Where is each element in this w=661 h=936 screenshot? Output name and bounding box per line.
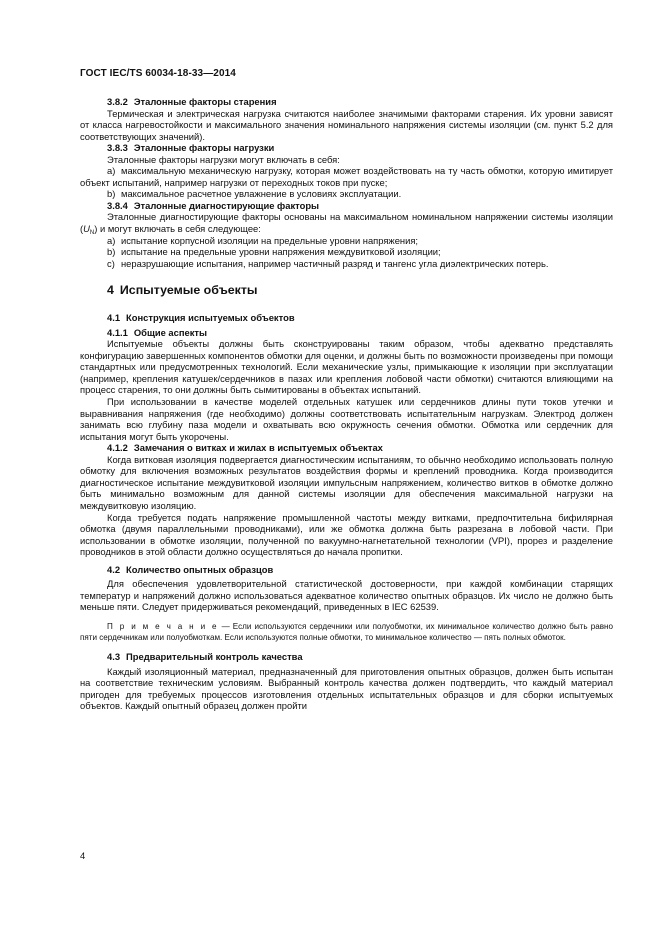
section-title: Замечания о витках и жилах в испытуемых объектах bbox=[133, 442, 383, 454]
section-number: 3.8.2 bbox=[107, 96, 128, 107]
section-4-3-heading bbox=[80, 651, 613, 663]
section-4-1-2-paragraph-1: Когда витковая изоляция подвергается диагностическим испытаниям, то обычно необходимо использовать полную обмотку для включения возможных результатов воздействия формы и креплений проводника. Когда производится диагностическое испытание междувитковой изоляции импульсным напряжением, количество витков в обмотке должно быть минимально возможным для данной системы изоляции для обеспечения максимальной нагрузки на междувитковую изоляцию. bbox=[80, 453, 613, 511]
list-item bbox=[80, 258, 613, 270]
section-4-2-heading bbox=[80, 564, 613, 576]
list-marker: a) bbox=[107, 165, 116, 177]
section-4-1-1-paragraph-2: При использовании в качестве моделей отдельных катушек или сердечников длины пути токов утечки и выравнивания напряжения (где необходимо) должны соответствовать испытательным нагрузкам. Электрод должен занимать всю глубину паза модели и охватывать всю окружность сечения обмотки. Обмотка или сердечник для испытания могут быть укорочены. bbox=[80, 396, 613, 442]
note-label: П р и м е ч а н и е bbox=[107, 621, 219, 631]
section-3-8-4-heading bbox=[80, 200, 613, 212]
section-4-1-1-heading bbox=[80, 327, 613, 339]
list-marker: c) bbox=[107, 257, 115, 269]
section-title: Конструкция испытуемых объектов bbox=[126, 312, 295, 324]
list-item-text: максимальную механическую нагрузку, которая может воздействовать на ту часть обмотки, которую имитирует объект испытаний, например нагрузки от переходных токов при пуске; bbox=[80, 165, 613, 188]
section-4-1-2-heading bbox=[80, 442, 613, 454]
document-body bbox=[80, 96, 613, 712]
section-title: Общие аспекты bbox=[133, 326, 208, 338]
section-3-8-3-intro: Эталонные факторы нагрузки могут включать в себя: bbox=[107, 153, 340, 165]
intro-part-1: Эталонные диагностирующие факторы основаны на максимальном номинальном напряжении системы изоляции ( bbox=[80, 211, 613, 235]
list-item-text: испытание корпусной изоляции на предельные уровни напряжения; bbox=[121, 234, 419, 246]
note-text: — Если используются сердечники или полуобмотки, их минимальное количество должно быть равно пяти сердечникам или полуобмоткам. Если используются полные обмотки, то минимальное количество — пять полных обмоток. bbox=[80, 621, 613, 643]
list-item-text: испытание на предельные уровни напряжения междувитковой изоляции; bbox=[121, 246, 441, 258]
note bbox=[80, 621, 613, 643]
list-item-text: максимальное расчетное увлажнение в условиях эксплуатации. bbox=[121, 188, 402, 200]
section-4-1-heading bbox=[80, 312, 613, 324]
list-marker: a) bbox=[107, 234, 116, 246]
section-number: 4.3 bbox=[107, 651, 121, 663]
section-3-8-4-intro bbox=[80, 211, 613, 237]
section-4-1-1-paragraph-1: Испытуемые объекты должны быть сконструированы таким образом, чтобы адекватно представлять конфигурацию завершенных компонентов обмотки для оценки, и должны быть по возможности произведены при помощи стандартных или предусмотренных технологий. Если механические узлы, примыкающие к изоляции при эксплуатации (например, крепления катушек/сердечников в пазах или крепления лобовой части обмотки) считаются влияющими на процесс старения, то они должны быть сымитированы в объектах испытаний. bbox=[80, 338, 613, 396]
list-item bbox=[80, 165, 613, 188]
section-3-8-2-text: Термическая и электрическая нагрузка считаются наиболее значимыми факторами старения. Их уровни зависят от класса нагревостойкости и максимального значения номинального напряжения системы изоляции (см. пункт 5.2 для соответствующих значений). bbox=[80, 107, 613, 142]
list-item bbox=[80, 235, 613, 247]
section-number: 3.8.4 bbox=[107, 199, 128, 211]
chapter-4-heading bbox=[80, 283, 613, 298]
chapter-title: Испытуемые объекты bbox=[119, 283, 258, 298]
section-title: Эталонные факторы старения bbox=[133, 96, 277, 107]
voltage-symbol-subscript: N bbox=[89, 230, 95, 237]
list-marker: b) bbox=[107, 188, 116, 200]
standard-header: ГОСТ IEC/TS 60034-18-33—2014 bbox=[80, 68, 236, 79]
section-3-8-2-heading bbox=[80, 96, 613, 108]
section-number: 4.1.2 bbox=[107, 442, 128, 454]
page-number: 4 bbox=[80, 850, 86, 861]
section-3-8-3-heading bbox=[80, 142, 613, 154]
list-item bbox=[80, 246, 613, 258]
section-title: Эталонные диагностирующие факторы bbox=[133, 199, 320, 211]
list-item-text: неразрушающие испытания, например частичный разряд и тангенс угла диэлектрических потерь. bbox=[121, 257, 549, 269]
section-title: Предварительный контроль качества bbox=[126, 651, 303, 663]
section-number: 4.2 bbox=[107, 563, 121, 575]
section-4-2-paragraph: Для обеспечения удовлетворительной статистической достоверности, при каждой комбинации старящих температур и напряжений должно использоваться адекватное количество опытных образцов. Их число не должно быть меньше пяти. Следует придерживаться рекомендаций, приведенных в IEC 62539. bbox=[80, 578, 613, 613]
section-title: Количество опытных образцов bbox=[126, 563, 274, 575]
list-marker: b) bbox=[107, 246, 116, 258]
list-item bbox=[80, 188, 613, 200]
voltage-symbol: U bbox=[83, 223, 90, 235]
section-number: 3.8.3 bbox=[107, 142, 128, 154]
section-number: 4.1.1 bbox=[107, 326, 128, 338]
section-4-1-2-paragraph-2: Когда требуется подать напряжение промышленной частоты между витками, предпочтительна бифилярная обмотка (двумя параллельными проводниками), или же обмотка должна быть разрезана в лобовой части. При использовании в обмотке изоляции, полученной по вакуумно-нагнетательной технологии (VPI), прорез и разделение проводников в этой области должно осуществляться до начала пропитки. bbox=[80, 511, 613, 558]
section-4-3-paragraph: Каждый изоляционный материал, предназначенный для приготовления опытных образцов, должен быть испытан на соответствие техническим условиям. Выбранный контроль качества должен подтвердить, что каждый материал пригоден для требуемых процессов изготовления отдельных испытательных образцов и для сборки испытуемых объектов. Каждый опытный образец должен пройти bbox=[80, 665, 613, 712]
chapter-number: 4 bbox=[107, 283, 114, 298]
section-title: Эталонные факторы нагрузки bbox=[133, 142, 275, 154]
intro-part-2: ) и могут включать в себя следующее: bbox=[94, 223, 261, 235]
section-number: 4.1 bbox=[107, 312, 121, 324]
